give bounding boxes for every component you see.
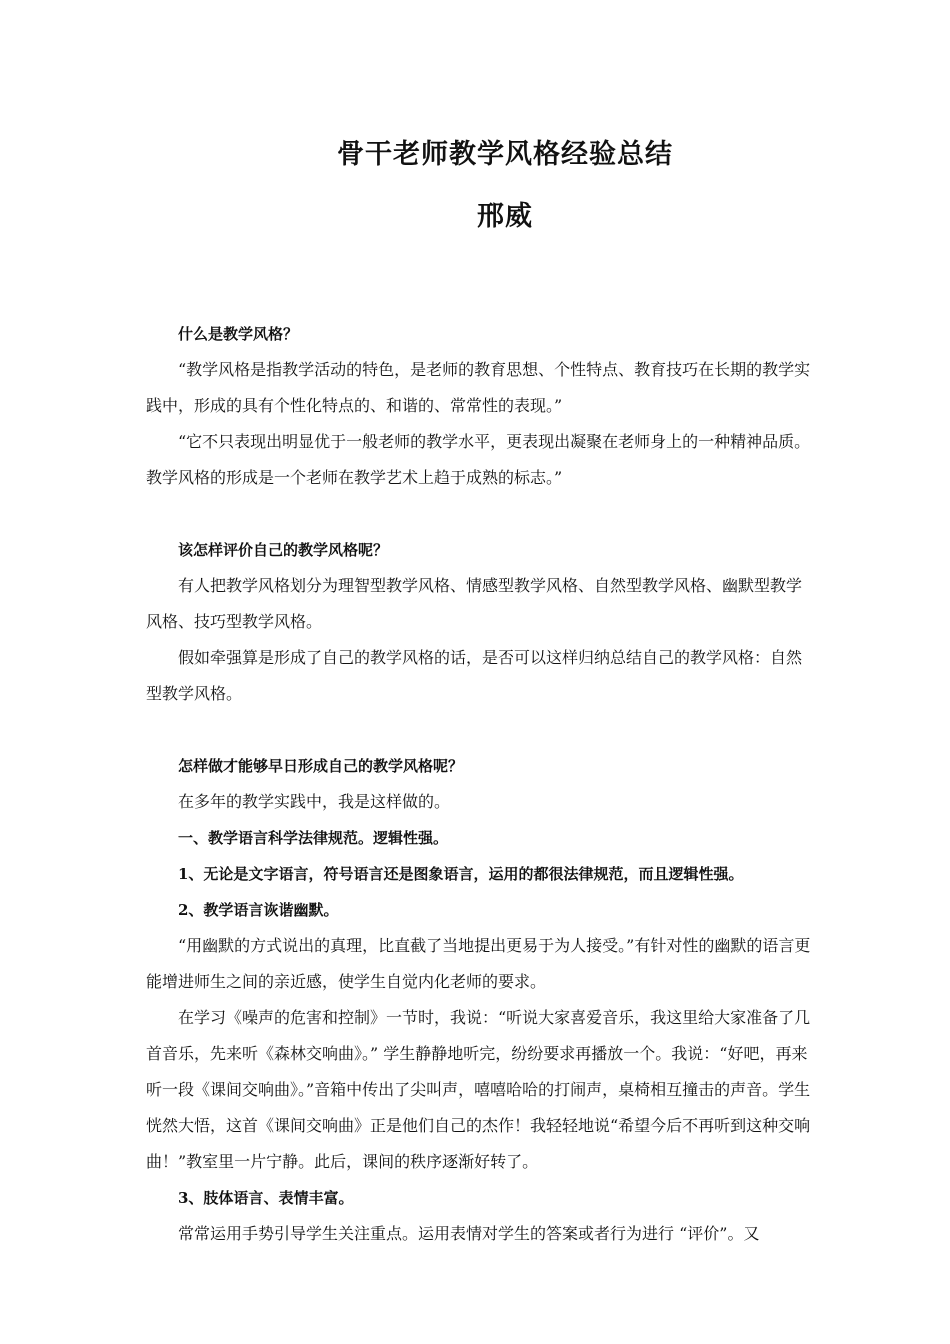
document-title: 骨干老师教学风格经验总结 (337, 139, 673, 170)
document-body (146, 316, 812, 1252)
sub-point-heading: 1、无论是文字语言，符号语言还是图象语言，运用的都很法律规范，而且逻辑性强。 (178, 865, 744, 883)
paragraph: “教学风格是指教学活动的特色，是老师的教育思想、个性特点、教育技巧在长期的教学实践中，形成的具有个性化特点的、和谐的、常常性的表现。” (146, 360, 811, 415)
paragraph: 常常运用手势引导学生关注重点。运用表情对学生的答案或者行为进行 “评价”。又 (178, 1224, 760, 1243)
section-heading: 什么是教学风格？ (178, 325, 299, 343)
sub-point-heading: 3、肢体语言、表情丰富。 (178, 1189, 354, 1207)
paragraph: 在多年的教学实践中，我是这样做的。 (178, 792, 451, 811)
paragraph: 假如牵强算是形成了自己的教学风格的话，是否可以这样归纳总结自己的教学风格：自然型教学风格。 (146, 648, 803, 703)
section-heading: 该怎样评价自己的教学风格呢？ (178, 541, 389, 559)
paragraph: “它不只表现出明显优于一般老师的教学水平，更表现出凝聚在老师身上的一种精神品质。教学风格的形成是一个老师在教学艺术上趋于成熟的标志。” (146, 432, 811, 487)
section-heading: 怎样做才能够早日形成自己的教学风格呢？ (178, 757, 464, 775)
paragraph: “用幽默的方式说出的真理，比直截了当地提出更易于为人接受。”有针对性的幽默的语言更能增进师生之间的亲近感，使学生自觉内化老师的要求。 (146, 936, 811, 991)
paragraph: 有人把教学风格划分为理智型教学风格、情感型教学风格、自然型教学风格、幽默型教学风格、技巧型教学风格。 (146, 576, 803, 631)
document-author: 邢威 (477, 201, 533, 232)
paragraph: 在学习《噪声的危害和控制》一节时，我说：“听说大家喜爱音乐，我这里给大家准备了几首音乐，先来听《森林交响曲》。” 学生静静地听完，纷纷要求再播放一个。我说：“好吧，再来听一段《课间交响曲》。”音箱中传出了尖叫声，嘻嘻哈哈的打闹声，桌椅相互撞击的声音。学生恍然大悟，这首《课间交响曲》正是他们自己的杰作！我轻轻地说“希望今后不再听到这种交响曲！”教室里一片宁静。此后，课间的秩序逐渐好转了。 (146, 1008, 811, 1171)
point-heading: 一、教学语言科学法律规范。逻辑性强。 (178, 829, 449, 847)
sub-point-heading: 2、教学语言诙谐幽默。 (178, 901, 339, 919)
